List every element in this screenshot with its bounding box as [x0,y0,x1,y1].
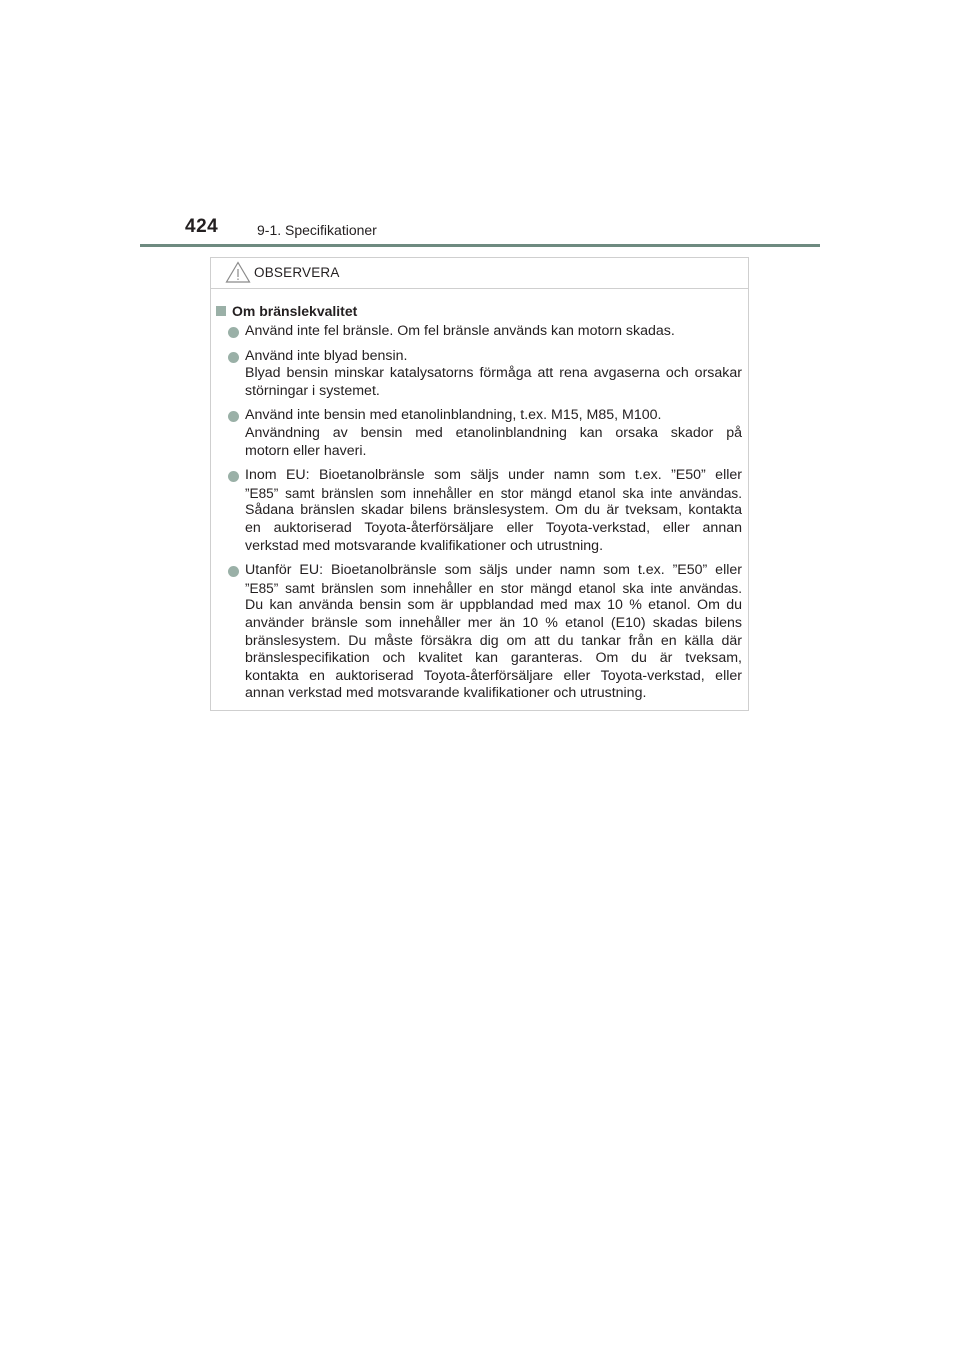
list-item-text [245,323,742,341]
warning-triangle-icon [225,261,251,283]
page-number: 424 [185,216,219,237]
text-line: Sådana bränslen skadar bilens bränslesystem. Om du är tveksam, kontakta [245,502,742,519]
text-line: Inom EU: Bioetanolbränsle som säljs under namn som t.ex. ”E50” eller [245,467,742,484]
topic-title: Om bränslekvalitet [232,303,358,319]
circle-bullet-icon [228,411,239,422]
list-item-text [245,407,742,460]
text-line: verkstad med motsvarande kvalifikationer och utrustning. [245,537,604,554]
list-item [214,323,742,341]
list-item-text [245,467,742,555]
notice-title: OBSERVERA [254,265,340,280]
circle-bullet-icon [228,327,239,338]
notice-body [211,289,748,703]
text-line: Använd inte fel bränsle. Om fel bränsle används kan motorn skadas. [245,323,675,339]
text-line: ”E85” samt bränslen som innehåller en stor mängd etanol ska inte användas. [245,485,742,501]
text-line: annan verkstad med motsvarande kvalifikationer och utrustning. [245,685,647,702]
header-divider [140,244,820,247]
circle-bullet-icon [228,352,239,363]
text-line: en auktoriserad Toyota-återförsäljare eller Toyota-verkstad, eller annan [245,519,742,536]
notice-header [211,258,748,289]
text-line: bränslesystem. Du måste försäkra dig om att du tankar från en källa där [245,632,742,649]
list-item [214,562,742,703]
text-line: Blyad bensin minskar katalysatorns förmåga att rena avgaserna och orsakar [245,365,742,382]
text-line: ”E85” samt bränslen som innehåller en stor mängd etanol ska inte användas. [245,580,742,596]
text-line: Utanför EU: Bioetanolbränsle som säljs under namn som t.ex. ”E50” eller [245,562,742,579]
circle-bullet-icon [228,471,239,482]
topic-heading [214,301,742,321]
text-line: kontakta en auktoriserad Toyota-återförsäljare eller Toyota-verkstad, eller [245,667,742,684]
list-item-text [245,348,742,401]
page-header [140,214,820,248]
list-item [214,407,742,460]
square-bullet-icon [216,306,226,316]
text-line: Du kan använda bensin som är uppblandad med max 10 % etanol. Om du [245,597,742,614]
list-item-text [245,562,742,703]
list-item [214,467,742,555]
text-line: Använd inte blyad bensin. [245,347,408,364]
text-line: använder bränsle som innehåller mer än 10 % etanol (E10) skadas bilens [245,614,742,631]
text-line: Använd inte bensin med etanolinblandning, t.ex. M15, M85, M100. [245,407,662,424]
circle-bullet-icon [228,566,239,577]
list-item [214,348,742,401]
section-title: 9-1. Specifikationer [257,222,377,238]
text-line: bränslespecifikation och kvalitet kan garanteras. Om du är tveksam, [245,650,742,667]
text-line: störningar i systemet. [245,382,380,399]
text-line: Användning av bensin med etanolinblandning kan orsaka skador på [245,424,742,441]
notice-box [210,257,749,711]
text-line: motorn eller haveri. [245,442,367,459]
